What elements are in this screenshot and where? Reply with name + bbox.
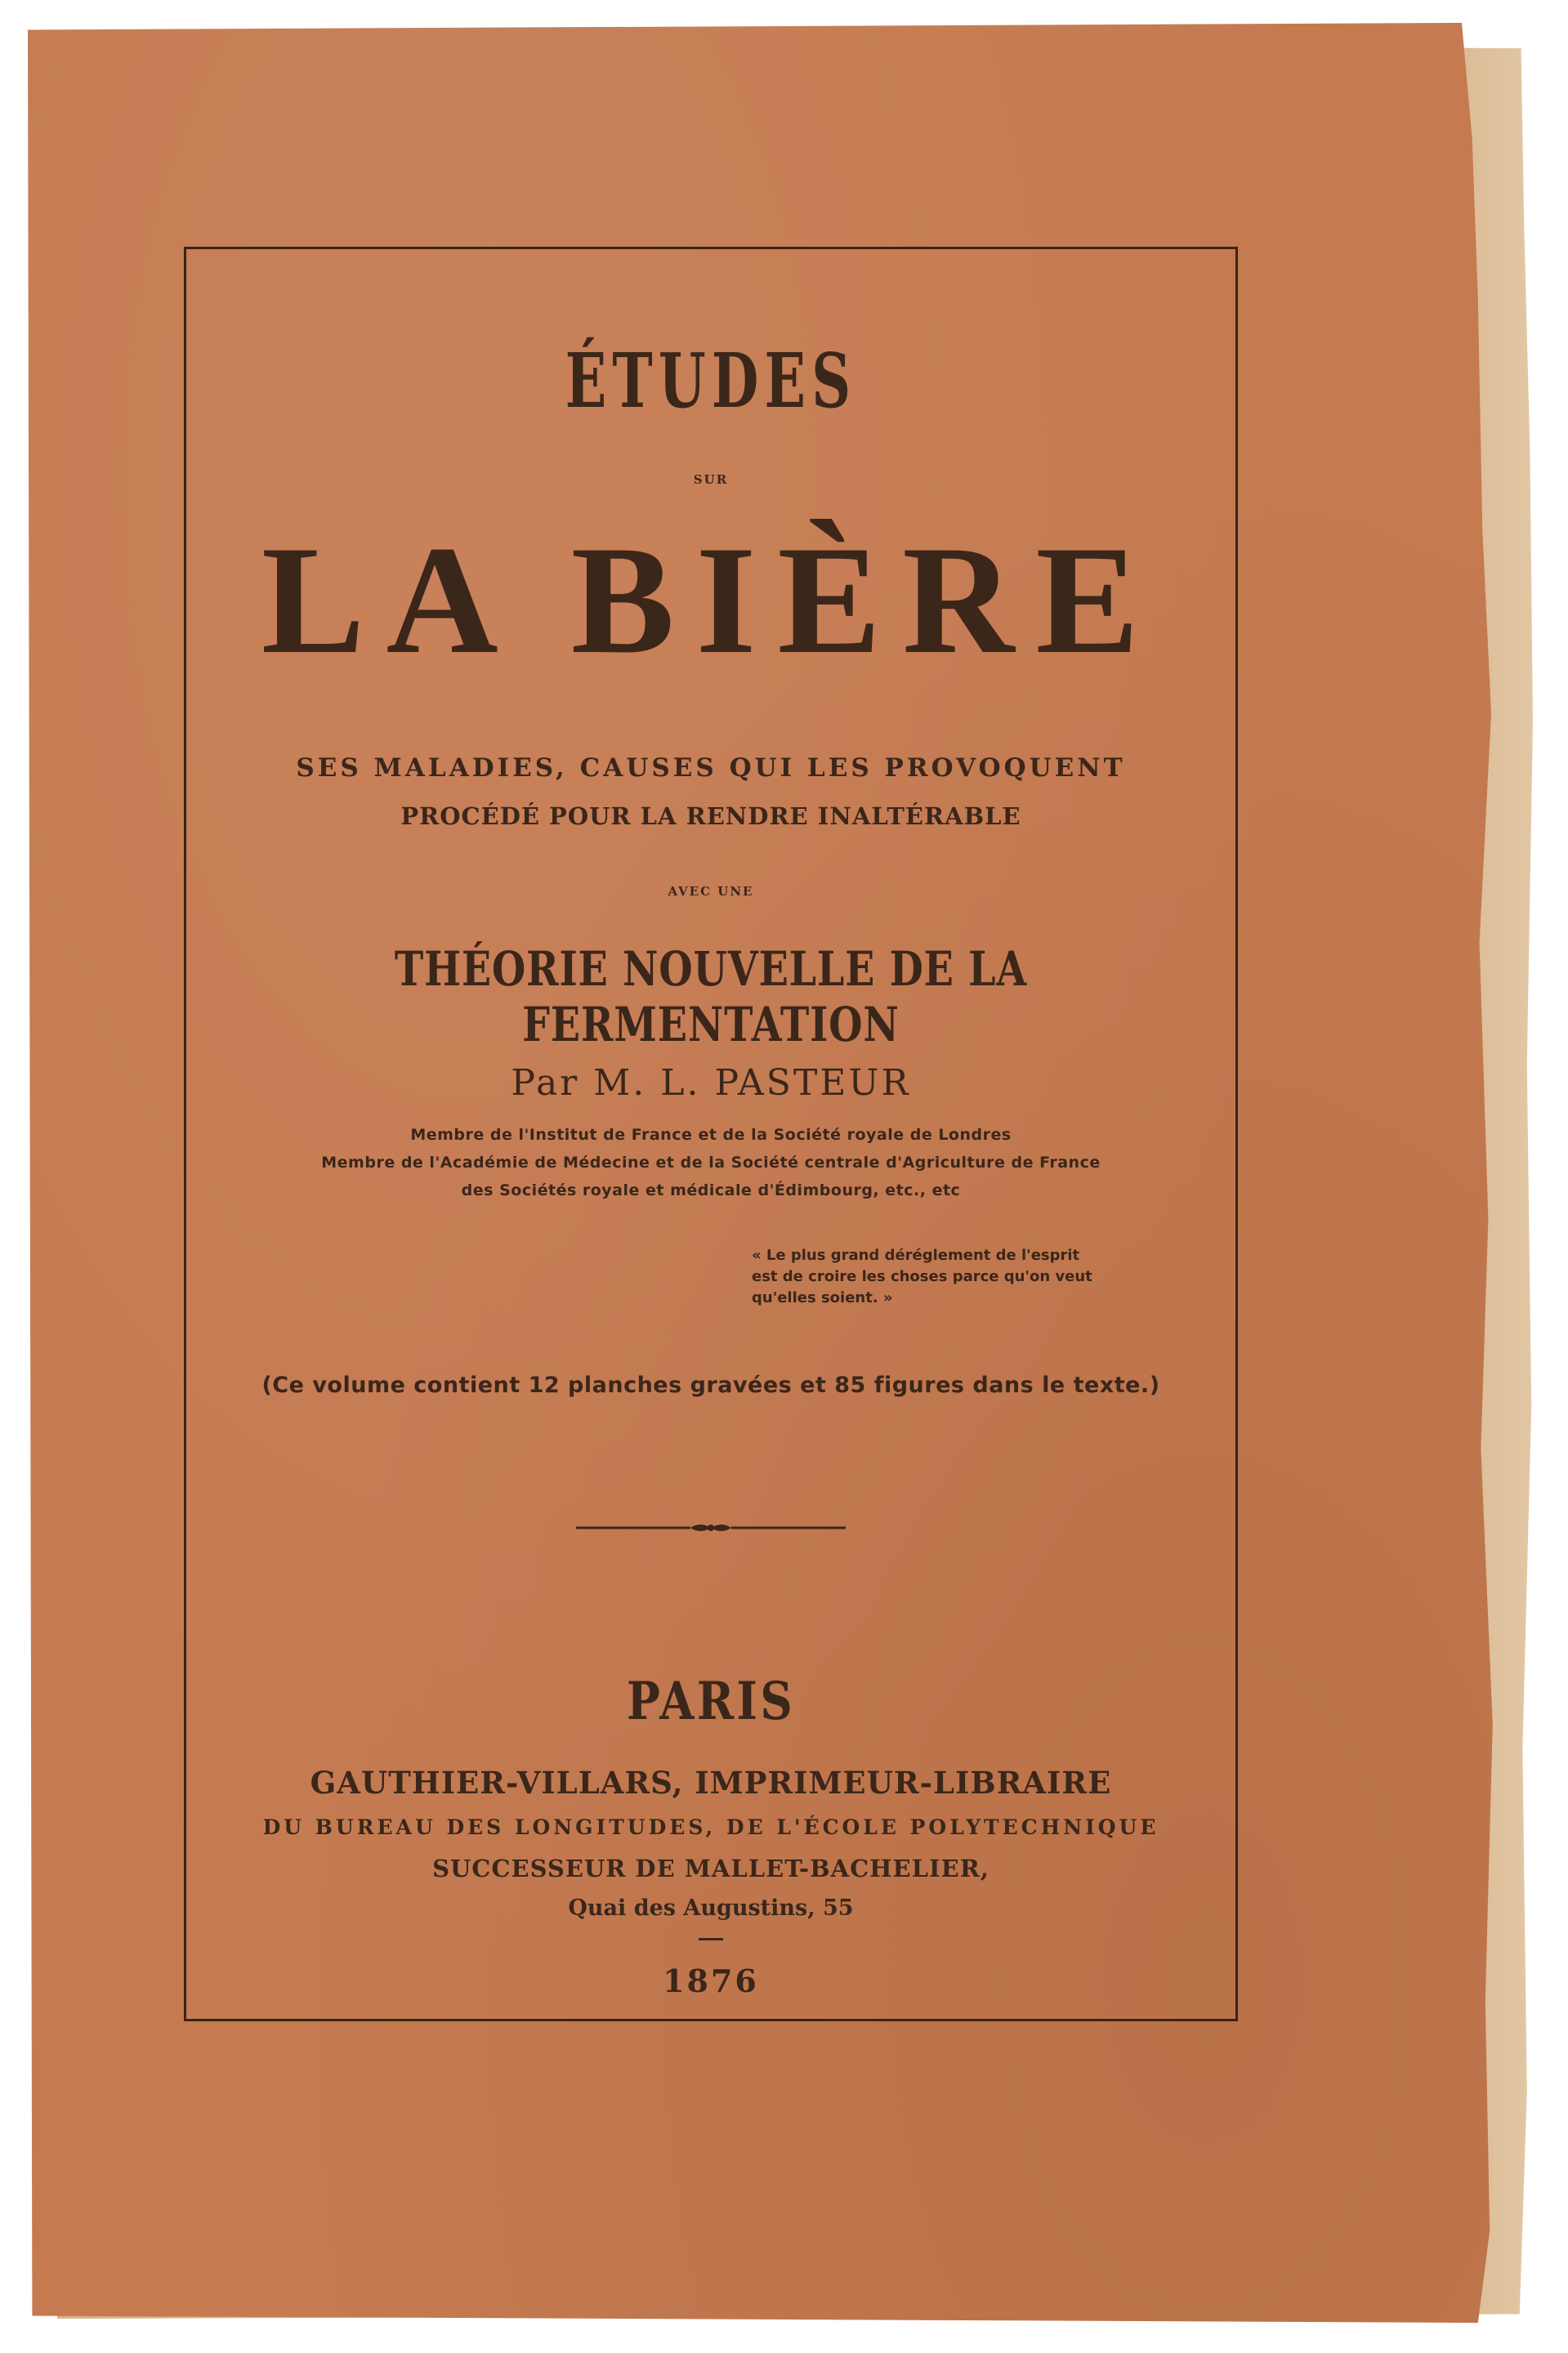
subtitle-theorie: THÉORIE NOUVELLE DE LA FERMENTATION: [394, 941, 1028, 1052]
affiliation-line: des Sociétés royale et médicale d'Édimbourg, etc., etc: [461, 1181, 961, 1199]
separator-dash: [699, 1938, 723, 1940]
publisher-name: GAUTHIER-VILLARS, IMPRIMEUR-LIBRAIRE: [310, 1765, 1112, 1801]
affiliation-line: Membre de l'Académie de Médecine et de la Société centrale d'Agriculture de France: [321, 1154, 1101, 1172]
subtitle-maladies: SES MALADIES, CAUSES QUI LES PROVOQUENT: [296, 753, 1126, 783]
author-line: Par M. L. PASTEUR: [511, 1062, 911, 1104]
title-etudes: ÉTUDES: [565, 337, 857, 425]
subtitle-procede: PROCÉDÉ POUR LA RENDRE INALTÉRABLE: [400, 802, 1021, 830]
ornament-divider-icon: [576, 1520, 846, 1536]
publication-year: 1876: [663, 1962, 759, 1999]
imprint-city: PARIS: [626, 1671, 796, 1732]
publisher-successor: SUCCESSEUR DE MALLET-BACHELIER,: [432, 1855, 989, 1882]
title-la-biere: LA BIÈRE: [261, 515, 1161, 686]
affiliation-line: Membre de l'Institut de France et de la Société royale de Londres: [410, 1126, 1012, 1144]
volume-note: (Ce volume contient 12 planches gravées et 85 figures dans le texte.): [261, 1373, 1160, 1398]
quote-line: « Le plus grand déréglement de l'esprit: [752, 1247, 1080, 1264]
epigraph-quote: [752, 1245, 1152, 1309]
title-sur: SUR: [693, 472, 729, 487]
quote-line: qu'elles soient. »: [752, 1289, 893, 1306]
publisher-affiliation: DU BUREAU DES LONGITUDES, DE L'ÉCOLE POLYTECHNIQUE: [262, 1815, 1159, 1839]
quote-line: est de croire les choses parce qu'on veut: [752, 1268, 1092, 1285]
avec-une: AVEC UNE: [668, 884, 754, 899]
publisher-address: Quai des Augustins, 55: [568, 1895, 854, 1921]
